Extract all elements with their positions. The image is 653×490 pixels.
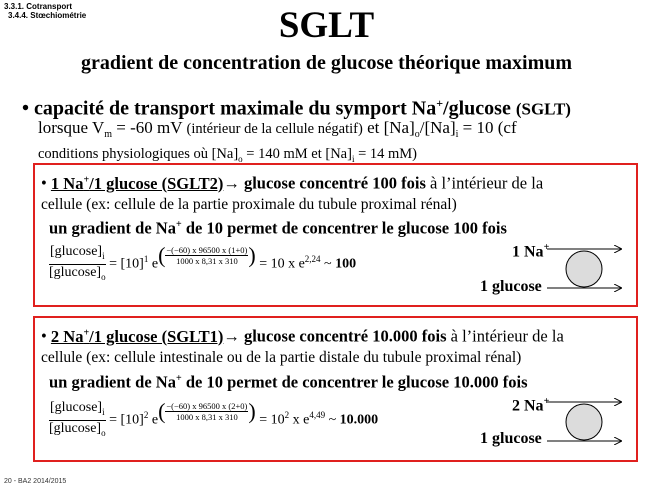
sglt1-formula: $\frac{[glucose]_i}{[glucose]_o}$ = $[10]^2$ $e^{( \frac{-(-60) x 96500 x (2+0)}{1000 x 8,31 x 310} )} = 10^2$ x $e^{4,49}$ ~ 10.000 bbox=[49, 398, 378, 441]
bullet-paren: (SGLT) bbox=[515, 99, 571, 119]
cond-g: conditions physiologiques où [Na] bbox=[38, 146, 239, 163]
sglt1-glucose-label: 1 glucose bbox=[480, 430, 542, 447]
grad-pre: un gradient de Na bbox=[49, 218, 176, 238]
transporter-icon bbox=[566, 404, 602, 440]
sglt2-na-label bbox=[512, 242, 549, 261]
f-den: [glucose] bbox=[49, 420, 102, 436]
exponent-fraction bbox=[165, 401, 248, 422]
sglt2-na: 1 Na bbox=[50, 173, 84, 193]
f-den-sub: o bbox=[101, 271, 106, 282]
arrow-icon: → bbox=[223, 326, 240, 346]
sup-plus: + bbox=[543, 396, 550, 407]
arrow-icon: → bbox=[223, 173, 240, 193]
sglt1-plain2: cellule (ex: cellule intestinale ou de la partie distale du tubule proximal rénal) bbox=[41, 348, 522, 366]
cond-c: (intérieur de la cellule négatif) bbox=[186, 121, 363, 137]
f-pow: 2 bbox=[143, 410, 149, 421]
sglt2-formula: $\frac{[glucose]_i}{[glucose]_o}$ = $[10]^1$ $e^{( \frac{-(-60) x 96500 x (1+0)}{1000 x 8,31 x 310} )} = 10$ x $e^{2,24}$ ~ 100 bbox=[49, 242, 356, 285]
grad-post: de 10 permet de concentrer le glucose 100 fois bbox=[181, 218, 507, 238]
f-e: e bbox=[148, 412, 159, 428]
sup-plus: + bbox=[175, 219, 182, 230]
exp-num: −(−60) x 96500 x (2+0) bbox=[166, 400, 248, 411]
f-e: e bbox=[148, 256, 159, 272]
f-eq2: = 10 bbox=[255, 412, 285, 428]
sglt1-bold: glucose concentré 10.000 fois bbox=[239, 326, 447, 346]
f-eq1: = [10] bbox=[105, 256, 144, 272]
exp-den: 1000 x 8,31 x 310 bbox=[176, 255, 238, 266]
sglt2-rest: /1 glucose (SGLT2) bbox=[89, 173, 224, 193]
transporter-icon bbox=[566, 251, 602, 287]
slide-footer: 20 - BA2 2014/2015 bbox=[4, 478, 67, 485]
bullet-text-pre: capacité de transport maximale du symport Na bbox=[34, 97, 437, 120]
sglt2-plain1: à l’intérieur de la bbox=[425, 173, 544, 193]
bullet-dot: • bbox=[41, 326, 47, 346]
sub-o-2: o bbox=[238, 154, 243, 165]
f-num: [glucose] bbox=[50, 400, 103, 416]
sglt2-plain2: cellule (ex: cellule de la partie proximale du tubule proximal rénal) bbox=[41, 195, 457, 213]
f-den: [glucose] bbox=[49, 264, 102, 280]
breadcrumb-section: 3.3.1. Cotransport bbox=[4, 2, 73, 11]
sub-i: i bbox=[455, 129, 459, 141]
sglt2-gradient bbox=[49, 215, 507, 239]
cond-b: = -60 mV bbox=[112, 118, 187, 137]
f-x: x e bbox=[289, 412, 310, 428]
sglt2-glucose-label: 1 glucose bbox=[480, 278, 542, 295]
f-result: 100 bbox=[335, 256, 357, 272]
sup-plus: + bbox=[543, 242, 550, 253]
cond-f: = 10 (cf bbox=[458, 118, 517, 137]
sglt2-box bbox=[33, 163, 638, 307]
exp-num: −(−60) x 96500 x (1+0) bbox=[166, 244, 248, 255]
f-pow: 1 bbox=[143, 254, 149, 265]
f-approx: ~ bbox=[325, 412, 340, 428]
bullet-text-post: /glucose bbox=[443, 97, 511, 120]
f-approx: ~ bbox=[320, 256, 336, 272]
sub-i-2: i bbox=[351, 154, 355, 165]
sglt2-bold: glucose concentré 100 fois bbox=[239, 173, 426, 193]
na-label: 1 Na bbox=[512, 243, 544, 261]
f-num-sub: i bbox=[102, 406, 105, 417]
grad-pre: un gradient de Na bbox=[49, 372, 176, 392]
sup-plus: + bbox=[83, 327, 90, 338]
sglt1-na-label bbox=[512, 396, 549, 415]
sglt1-transporter-diagram bbox=[545, 394, 625, 450]
sglt2-stoich bbox=[51, 174, 223, 193]
sup-plus: + bbox=[175, 373, 182, 384]
cond-e: /[Na] bbox=[419, 118, 456, 137]
f-den-sub: o bbox=[101, 427, 106, 438]
conditions-text bbox=[38, 118, 638, 169]
slide-subtitle: gradient de concentration de glucose théorique maximum bbox=[80, 52, 573, 74]
conc-ratio bbox=[49, 244, 106, 285]
cond-a: lorsque V bbox=[38, 118, 105, 137]
cond-d: et [Na] bbox=[362, 118, 415, 137]
f-result: 10.000 bbox=[339, 412, 379, 428]
sglt2-transporter-diagram bbox=[545, 241, 625, 297]
f-num: [glucose] bbox=[50, 244, 103, 260]
f-pow2: 2 bbox=[284, 410, 290, 421]
cond-i: = 14 mM) bbox=[354, 146, 418, 163]
breadcrumb-subsection: 3.4.4. Stœchiométrie bbox=[8, 11, 87, 20]
f-eq2: = 10 x e bbox=[255, 256, 305, 272]
sub-o: o bbox=[414, 129, 420, 141]
sub-m: m bbox=[104, 129, 113, 141]
sglt1-stoich bbox=[51, 327, 223, 346]
sup-plus: + bbox=[83, 174, 90, 185]
exp-den: 1000 x 8,31 x 310 bbox=[176, 411, 238, 422]
cond-h: = 140 mM et [Na] bbox=[242, 146, 352, 163]
sglt1-gradient bbox=[49, 369, 528, 393]
f-eq1: = [10] bbox=[105, 412, 144, 428]
sglt2-text bbox=[41, 170, 633, 215]
conc-ratio bbox=[49, 400, 106, 441]
f-exp2: 4,49 bbox=[309, 410, 326, 421]
sglt1-box bbox=[33, 316, 638, 462]
bullet-dot: • bbox=[41, 173, 47, 193]
na-label: 2 Na bbox=[512, 397, 544, 415]
bullet-sup: + bbox=[436, 96, 444, 110]
sglt1-rest: /1 glucose (SGLT1) bbox=[89, 326, 224, 346]
f-exp2: 2,24 bbox=[304, 254, 321, 265]
sglt1-na: 2 Na bbox=[50, 326, 84, 346]
grad-post: de 10 permet de concentrer le glucose 10.000 fois bbox=[181, 372, 528, 392]
sglt1-plain1: à l’intérieur de la bbox=[446, 326, 564, 346]
sglt1-text bbox=[41, 323, 633, 368]
slide-title: SGLT bbox=[278, 5, 375, 46]
bullet-dot: • bbox=[22, 97, 30, 120]
f-num-sub: i bbox=[102, 250, 105, 261]
exponent-fraction bbox=[165, 245, 248, 266]
